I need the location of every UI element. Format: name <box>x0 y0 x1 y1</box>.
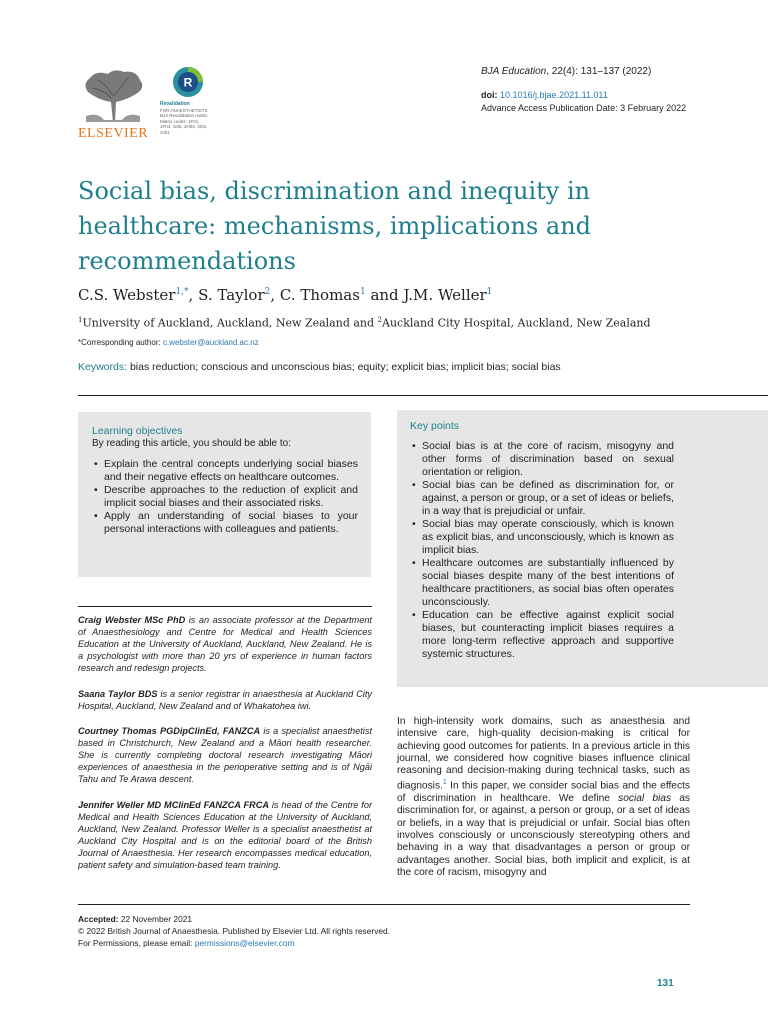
doi-line <box>481 90 608 100</box>
list-item: • Healthcare outcomes are substantially influenced by social biases despite many of the best intentions of healthcare practitioners, as social bias often operates unconsciously. <box>410 557 674 609</box>
keywords-list: bias reduction; conscious and unconscious bias; equity; explicit bias; implicit bias; social bias <box>129 361 561 373</box>
revalidation-line: Matrix codes: 1F01, <box>160 118 200 124</box>
body-text-part: as discrimination for, or against, a person or group, or a set of ideas or beliefs, in a way that is prejudicial or unfair. Social bias often involves consciously or unconsciously stereotyping others and behaving in a way that disadvantages a person or group or advantages another. Social bias, both implicit and explicit, is at the core of racism, misogyny and <box>397 793 690 878</box>
permissions-email-link[interactable]: permissions@elsevier.com <box>194 938 295 948</box>
corresponding-author <box>78 338 259 347</box>
permissions-line <box>78 937 390 949</box>
list-item: • Social bias may operate consciously, which is known as explicit bias, and unconsciously, which is known as implicit bias. <box>410 518 674 557</box>
defined-term: social bias <box>618 793 672 805</box>
accepted-label: Accepted: <box>78 914 119 924</box>
divider <box>78 395 768 396</box>
journal-name: BJA Education <box>481 66 547 77</box>
learning-objectives-heading: Learning objectives <box>92 425 183 437</box>
divider <box>78 606 372 607</box>
author-name: J.M. Weller <box>403 286 487 304</box>
list-item: • Apply an understanding of social biases to your personal interactions with colleagues and patients. <box>92 510 358 536</box>
affiliation-number: 2 <box>377 316 383 324</box>
bio-text: is a senior registrar in anaesthesia at Auckland City Hospital, Auckland, New Zealand and of Whakatohea iwi. <box>78 689 372 711</box>
learning-objectives-box <box>78 412 371 577</box>
page-number: 131 <box>657 978 674 989</box>
accepted-line <box>78 913 390 925</box>
key-points-list <box>410 440 674 661</box>
learning-objectives-intro: By reading this article, you should be able to: <box>92 438 292 449</box>
accepted-date: 22 November 2021 <box>118 914 193 924</box>
affiliation-1: University of Auckland, Auckland, New Zealand and <box>82 316 378 330</box>
author-list: C.S. Webster$^{1,*}$, S. Taylor$^2$, C. Thomas$^1$ and J.M. Weller$^1$ <box>78 286 493 304</box>
body-paragraph <box>397 716 690 879</box>
revalidation-line: BJA Revalidation matrix <box>160 113 208 118</box>
key-points-box <box>397 410 768 687</box>
footer <box>78 913 390 949</box>
affiliation-2: Auckland City Hospital, Auckland, New Zealand <box>382 316 651 330</box>
body-text-part: In this paper, we consider social bias and the effects of discrimination in healthcare. We define <box>397 780 690 805</box>
doi-link[interactable]: 10.1016/j.bjae.2021.11.011 <box>500 90 608 100</box>
advance-access-date: Advance Access Publication Date: 3 February 2022 <box>481 103 687 113</box>
body-text-part: In high-intensity work domains, such as anaesthesia and intensive care, high-quality decision-making is critical for achieving good outcomes for patients. In a previous article in this journal, we considered how cognitive biases influence clinical reasoning and decision-making during technical tasks, such as diagnosis. <box>397 716 690 792</box>
bio-text: is head of the Centre for Medical and Health Sciences Education at the University of Auckland, Auckland, New Zealand. Professor Weller is a specialist anaesthetist at Auckland City Hospital and is on the editorial board of the British Journal of Anaesthesia. Her research encompasses medical education, patient safety and simulation-based team training. <box>78 800 372 870</box>
bio-name: Courtney Thomas PGDipClinEd, FANZCA <box>78 726 261 736</box>
article-title: Social bias, discrimination and inequity in healthcare: mechanisms, implications and recommendations <box>78 177 592 275</box>
keywords <box>78 361 561 373</box>
divider <box>78 904 690 905</box>
list-item: • Social bias is at the core of racism, misogyny and other forms of discrimination based on sexual orientation or religion. <box>410 440 674 479</box>
affiliation-number: 1 <box>78 316 83 324</box>
author-name: C.S. Webster <box>78 286 176 304</box>
copyright-line: © 2022 British Journal of Anaesthesia. Published by Elsevier Ltd. All rights reserved. <box>78 926 391 936</box>
author-bio <box>78 799 372 871</box>
author-affiliation-ref[interactable]: 1 <box>486 287 493 297</box>
revalidation-line: 1F04, 1I05, 2H02, 3I02, <box>160 124 208 129</box>
author-bio <box>78 614 372 674</box>
bio-name: Saana Taylor BDS <box>78 689 158 699</box>
author-affiliation-ref[interactable]: 1,* <box>175 287 189 297</box>
keywords-label: Keywords: <box>78 361 130 373</box>
bio-name: Craig Webster MSc PhD <box>78 615 186 625</box>
key-points-heading: Key points <box>410 420 460 432</box>
learning-objectives-list <box>92 458 358 536</box>
corresponding-email-link[interactable]: c.webster@auckland.ac.nz <box>162 338 259 347</box>
permissions-label: For Permissions, please email: <box>78 938 195 948</box>
author-affiliation-ref[interactable]: 2 <box>264 287 271 297</box>
bio-name: Jennifer Weller MD MClinEd FANZCA FRCA <box>78 800 269 810</box>
journal-reference <box>481 66 651 77</box>
author-bio <box>78 688 372 712</box>
revalidation-line: 3J01 <box>160 129 170 135</box>
bio-text: is an associate professor at the Department of Anaesthesiology and Centre for Medical and Health Sciences Education at the University of Auckland, Auckland, New Zealand. He is a psychologist with more than 20 yrs of experience in human factors research and redesign projects. <box>78 615 372 673</box>
author-affiliation-ref[interactable]: 1 <box>359 287 366 297</box>
revalidation-line: FOR ANAESTHETISTS <box>160 107 208 113</box>
list-item: • Explain the central concepts underlying social biases and their negative effects on healthcare outcomes. <box>92 458 358 484</box>
list-item: • Social bias can be defined as discrimination for, or against, a person or group, or a set of ideas or beliefs, in a way that is prejudicial or unfair. <box>410 479 674 518</box>
list-item: • Describe approaches to the reduction of explicit and implicit social biases and their associated risks. <box>92 484 358 510</box>
svg-text:R: R <box>183 75 193 90</box>
affiliations <box>78 316 651 330</box>
bio-text: is a specialist anaesthetist based in Christchurch, New Zealand and a Māori health researcher. She is currently completing doctoral research investigating Māori experiences of anaesthesia in the perioperative setting and is of Ngāi Tahu and Te Arawa descent. <box>78 726 372 784</box>
author-bio <box>78 725 372 785</box>
citation-link[interactable]: 1 <box>442 779 447 787</box>
author-name: S. Taylor <box>198 286 265 304</box>
publisher-name: ELSEVIER <box>78 126 149 141</box>
revalidation-text <box>160 102 224 135</box>
revalidation-r-icon <box>172 66 204 98</box>
corresponding-label: *Corresponding author: <box>78 338 163 347</box>
revalidation-title: Revalidation <box>160 101 190 107</box>
list-item: • Education can be effective against explicit social biases, but counteracting implicit biases requires a more long-term reflective approach and supportive systemic structures. <box>410 609 674 661</box>
author-name: C. Thomas <box>279 286 360 304</box>
doi-label: doi: <box>481 90 498 100</box>
journal-volume: , 22(4): 131–137 (2022) <box>546 66 652 77</box>
